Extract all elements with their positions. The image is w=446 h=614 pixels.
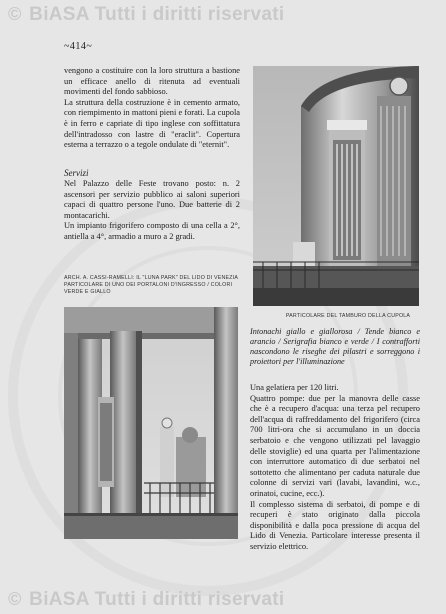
- right-column-text: [250, 383, 420, 553]
- paragraph: Un impianto frigorifero composto di una cella a 2°, antiella a 4°, armadio a muro a 2 gradi.: [64, 221, 240, 241]
- left-column-services: [64, 179, 240, 243]
- watermark-text: BiASA Tutti i diritti riservati: [29, 589, 285, 610]
- copyright-symbol: ©: [8, 4, 22, 24]
- dome-drum-illustration: [253, 66, 419, 306]
- watermark-text: BiASA Tutti i diritti riservati: [29, 4, 285, 25]
- paragraph: Il complesso sistema di serbatoi, di pompe e di recuperi è stato originato dalla piccola disponibilità e dalla poca pressione di acqua del Lido di Venezia. Particolare interesse presenta il servizio elettrico.: [250, 499, 420, 551]
- portal-illustration: [64, 307, 238, 539]
- left-column-text: [64, 66, 240, 151]
- section-heading: Servizi: [64, 168, 89, 178]
- photo-caption-right: PARTICOLARE DEL TAMBURO DELLA CUPOLA: [285, 313, 411, 319]
- copyright-symbol: ©: [8, 589, 22, 609]
- watermark-top: [8, 4, 284, 26]
- photo-caption-left: ARCH. A. CASSI-RAMELLI: IL "LUNA PARK" DEL LIDO DI VENEZIA PARTICOLARE DI UNO DEI PORTALONI D'INGRESSO / COLORI VERDE E GIALLO: [64, 275, 238, 296]
- paragraph: Nel Palazzo delle Feste trovano posto: n. 2 ascensori per servizio pubblico ai saloni superiori capaci di quattro persone l'uno. Due batterie di 2 montacarichi.: [64, 179, 240, 220]
- paragraph: La struttura della costruzione è in cemento armato, con riempimento in mattoni pieni e forati. La cupola è in ferro e capriate di tipo inglese con soffittatura dell'intradosso con lastre di "eraclit". Copertura esterna a terrazzo o a tegole ondulate di "eternit".: [64, 97, 240, 150]
- italic-photo-caption: Intonachi giallo e giallorosa / Tende bianco e arancio / Serigrafia bianco e verde / I contrafforti nascondono le riseghe dei pilastri e sorreggono i proiettori per l'illuminazione: [250, 327, 420, 366]
- page-number: ~414~: [64, 41, 93, 52]
- paragraph: vengono a costituire con la loro struttura a bastione un efficace anello di ritenuta ad eventuali movimenti del fondo sabbioso.: [64, 66, 240, 97]
- entrance-portal-photo: [64, 307, 238, 539]
- watermark-bottom: [8, 589, 284, 611]
- paragraph: Una gelatiera per 120 litri.: [250, 383, 339, 392]
- paragraph: Quattro pompe: due per la manovra delle casse che è a recupero d'acqua: una terza pel recupero dell'acqua di raffreddamento del frigorifero (circa 700 litri-ora che si accumulano in un doccia serbatoio e che vengono utilizzati pel lavaggio delle stoviglie) ed una quarta per l'alimentazione con interruttore automatico di due serbatoi nel sottotetto che alimentano per caduta naturale due colonne di servizi vari (lavabi, lavandini, w.c., orinatoi, cucine, ecc.).: [250, 393, 420, 498]
- dome-drum-photo: [253, 66, 419, 306]
